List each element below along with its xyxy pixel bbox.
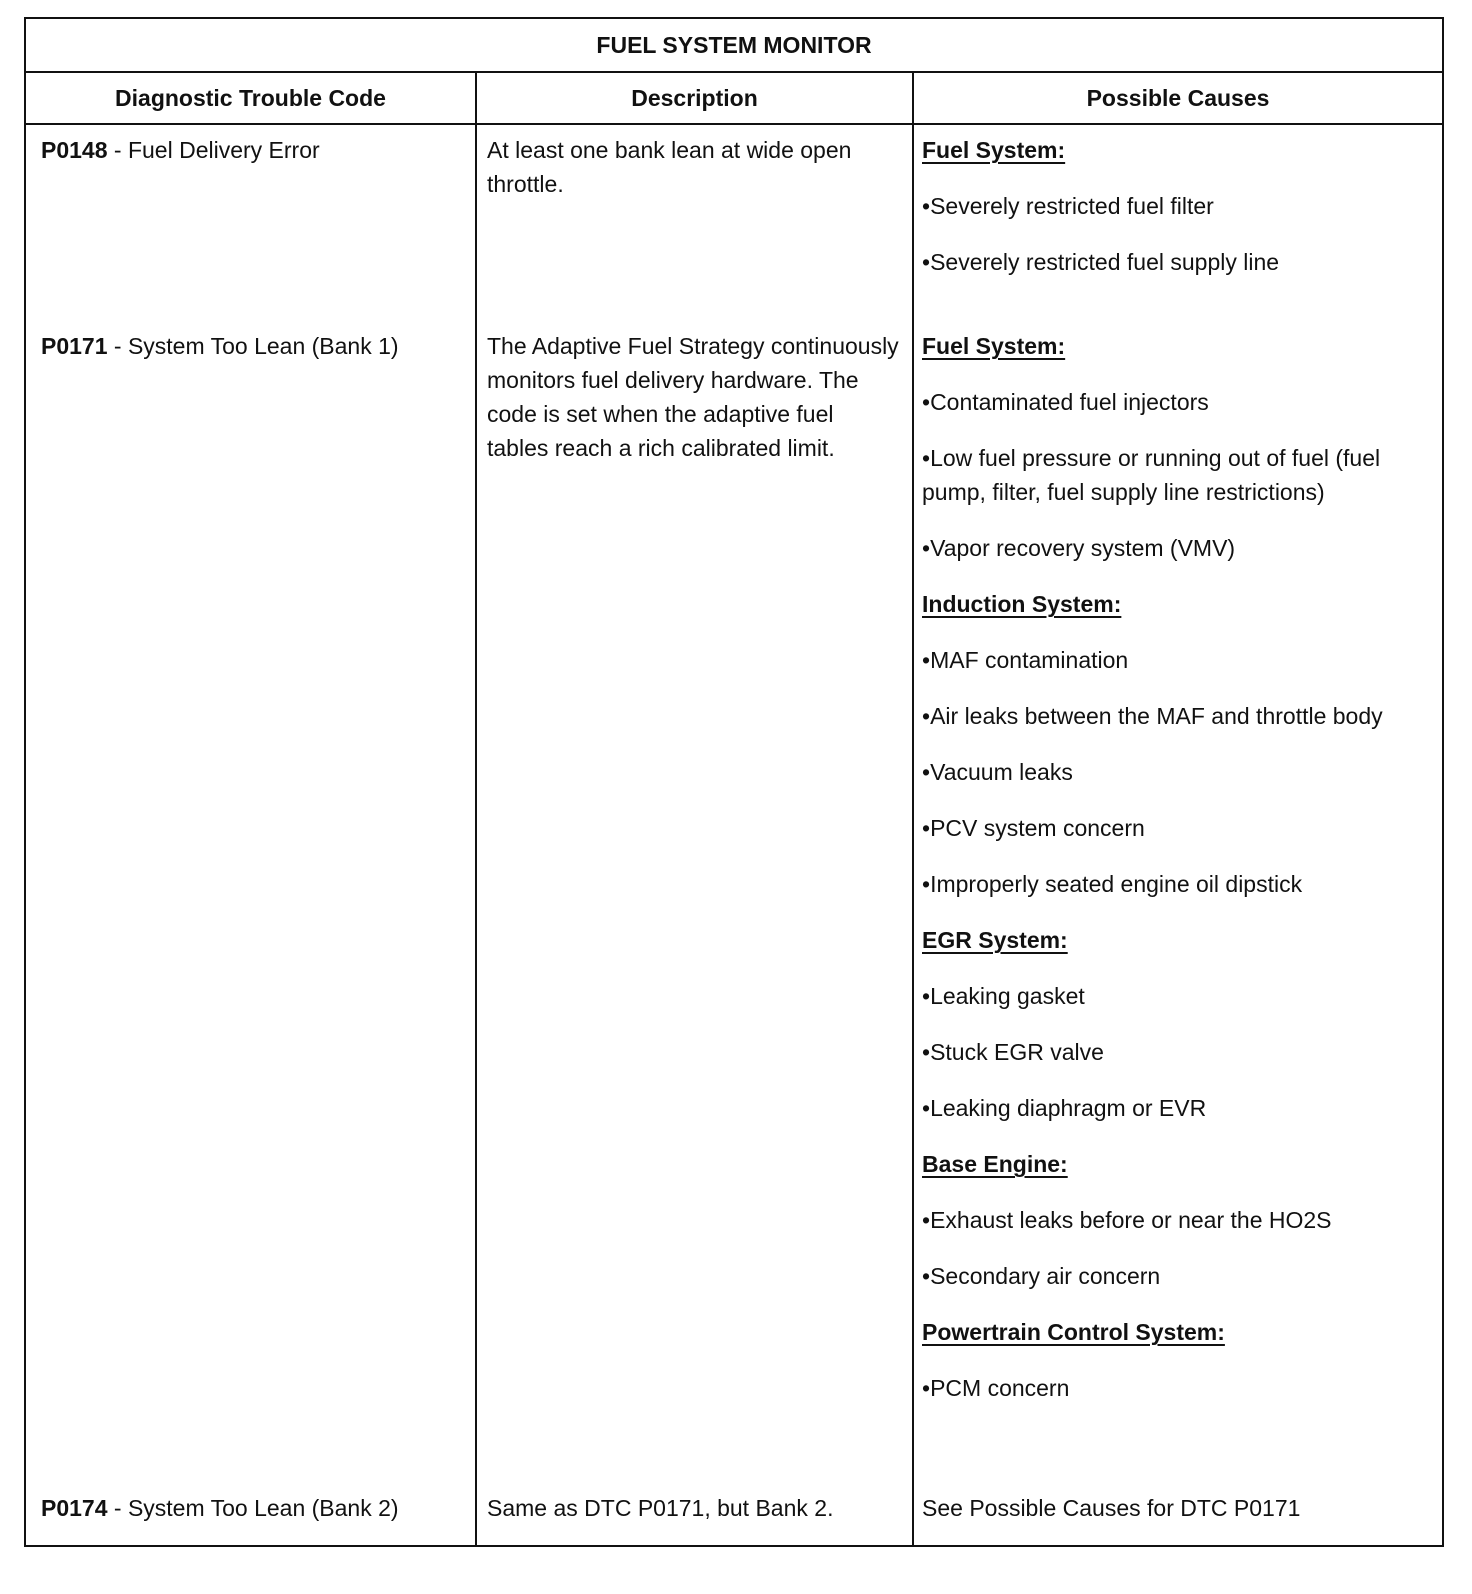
cause-item: • Vapor recovery system (VMV) xyxy=(922,531,1434,565)
fuel-system-monitor-table xyxy=(24,17,1444,1547)
causes-cell xyxy=(913,321,1442,1487)
dtc-code: P0148 xyxy=(41,137,108,163)
cause-item: • Leaking diaphragm or EVR xyxy=(922,1091,1434,1125)
dtc-cell xyxy=(26,124,476,321)
description-cell: Same as DTC P0171, but Bank 2. xyxy=(476,1487,913,1545)
table-row xyxy=(26,1487,1442,1545)
cause-category: Fuel System: xyxy=(922,137,1066,163)
cause-item: • Improperly seated engine oil dipstick xyxy=(922,867,1434,901)
dtc-cell xyxy=(26,1487,476,1545)
dtc-name: - System Too Lean (Bank 1) xyxy=(107,333,399,359)
dtc-table xyxy=(26,19,1442,1545)
table-title: FUEL SYSTEM MONITOR xyxy=(26,19,1442,72)
cause-item: • Severely restricted fuel filter xyxy=(922,189,1434,223)
cause-item: • MAF contamination xyxy=(922,643,1434,677)
causes-cell: See Possible Causes for DTC P0171 xyxy=(913,1487,1442,1545)
description-cell: The Adaptive Fuel Strategy continuously monitors fuel delivery hardware. The code is set when the adaptive fuel tables reach a rich calibrated limit. xyxy=(476,321,913,1487)
cause-category: EGR System: xyxy=(922,927,1068,953)
header-causes: Possible Causes xyxy=(913,72,1442,124)
cause-item: • Severely restricted fuel supply line xyxy=(922,245,1434,279)
dtc-cell xyxy=(26,321,476,1487)
cause-item: • PCV system concern xyxy=(922,811,1434,845)
cause-item: • Leaking gasket xyxy=(922,979,1434,1013)
cause-item: • Vacuum leaks xyxy=(922,755,1434,789)
description-cell: At least one bank lean at wide open throttle. xyxy=(476,124,913,321)
dtc-name: - Fuel Delivery Error xyxy=(107,137,320,163)
cause-item: • Contaminated fuel injectors xyxy=(922,385,1434,419)
dtc-code: P0171 xyxy=(41,333,108,359)
cause-item: • Secondary air concern xyxy=(922,1259,1434,1293)
cause-category: Fuel System: xyxy=(922,333,1066,359)
cause-item: • Low fuel pressure or running out of fuel (fuel pump, filter, fuel supply line restrictions) xyxy=(922,441,1434,509)
title-row xyxy=(26,19,1442,72)
dtc-code: P0174 xyxy=(41,1495,108,1521)
table-row xyxy=(26,124,1442,321)
causes-cell xyxy=(913,124,1442,321)
cause-category: Induction System: xyxy=(922,591,1122,617)
cause-item: • PCM concern xyxy=(922,1371,1434,1405)
header-code: Diagnostic Trouble Code xyxy=(26,72,476,124)
header-description: Description xyxy=(476,72,913,124)
cause-item: • Stuck EGR valve xyxy=(922,1035,1434,1069)
cause-category: Powertrain Control System: xyxy=(922,1319,1225,1345)
cause-category: Base Engine: xyxy=(922,1151,1068,1177)
cause-item: • Air leaks between the MAF and throttle body xyxy=(922,699,1434,733)
table-row xyxy=(26,321,1442,1487)
cause-item: • Exhaust leaks before or near the HO2S xyxy=(922,1203,1434,1237)
header-row xyxy=(26,72,1442,124)
dtc-name: - System Too Lean (Bank 2) xyxy=(107,1495,399,1521)
